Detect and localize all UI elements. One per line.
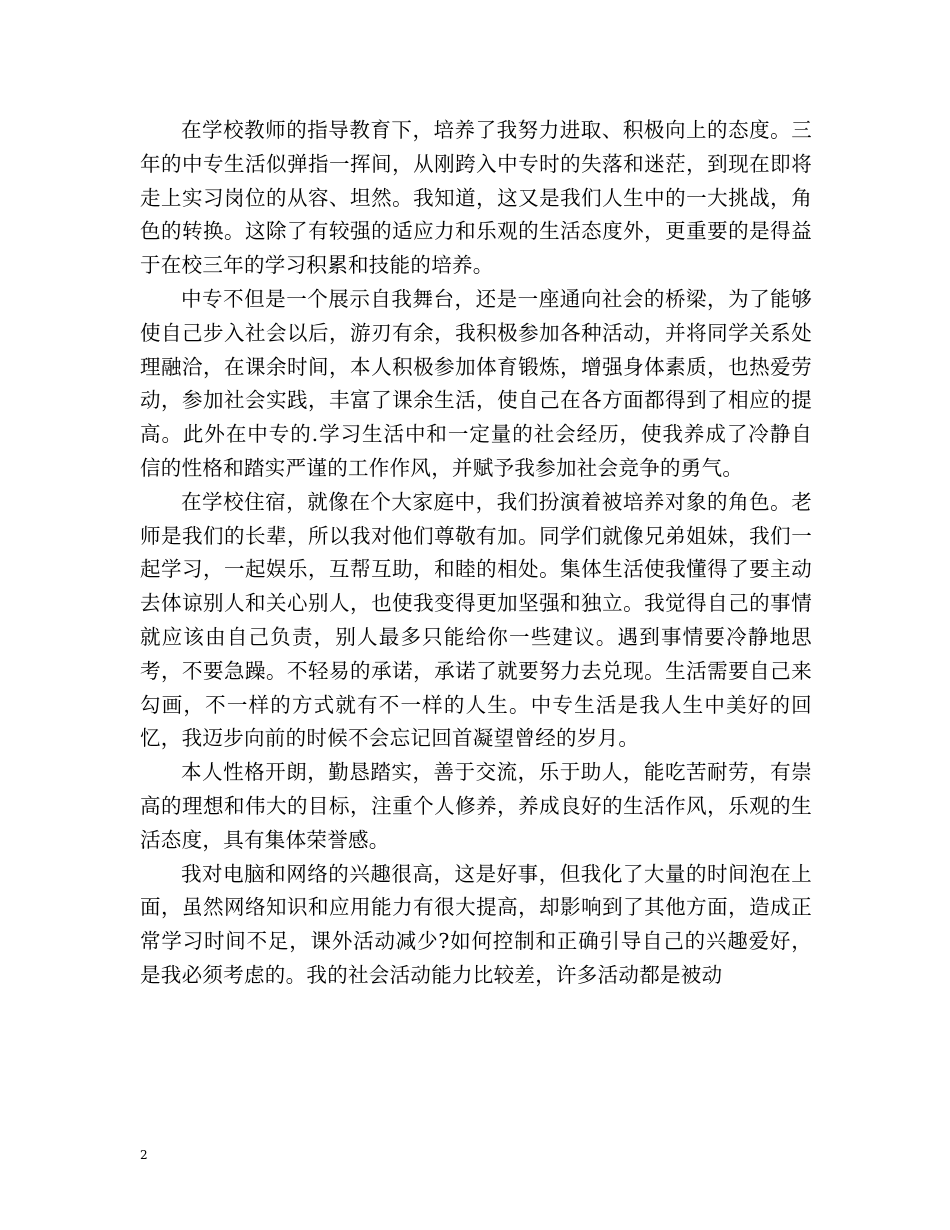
paragraph-dormitory-life: 在学校住宿，就像在个大家庭中，我们扮演着被培养对象的角色。老师是我们的长辈，所以我对他们尊敬有加。同学们就像兄弟姐妹，我们一起学习，一起娱乐，互帮互助，和睦的相处。集体生活使我懂得了要主动去体谅别人和关心别人，也使我变得更加坚强和独立。我觉得自己的事情就应该由自己负责，别人最多只能给你一些建议。遇到事情要冷静地思考，不要急躁。不轻易的承诺，承诺了就要努力去兑现。生活需要自己来勾画，不一样的方式就有不一样的人生。中专生活是我人生中美好的回忆，我迈步向前的时候不会忘记回首凝望曾经的岁月。 <box>140 489 812 751</box>
document-body <box>140 114 812 993</box>
paragraph-personality: 本人性格开朗，勤恳踏实，善于交流，乐于助人，能吃苦耐劳，有崇高的理想和伟大的目标，注重个人修养，养成良好的生活作风，乐观的生活态度，具有集体荣誉感。 <box>140 760 812 852</box>
page-number: 2 <box>140 1148 148 1162</box>
paragraph-school-stage: 中专不但是一个展示自我舞台，还是一座通向社会的桥梁，为了能够使自己步入社会以后，游刃有余，我积极参加各种活动，并将同学关系处理融洽，在课余时间，本人积极参加体育锻炼，增强身体素质，也热爱劳动，参加社会实践，丰富了课余生活，使自己在各方面都得到了相应的提高。此外在中专的.学习生活中和一定量的社会经历，使我养成了冷静自信的性格和踏实严谨的工作作风，并赋予我参加社会竞争的勇气。 <box>140 286 812 480</box>
paragraph-teacher-guidance: 在学校教师的指导教育下，培养了我努力进取、积极向上的态度。三年的中专生活似弹指一挥间，从刚跨入中专时的失落和迷茫，到现在即将走上实习岗位的从容、坦然。我知道，这又是我们人生中的一大挑战，角色的转换。这除了有较强的适应力和乐观的生活态度外，更重要的是得益于在校三年的学习积累和技能的培养。 <box>140 118 812 278</box>
paragraph-computer-interest: 我对电脑和网络的兴趣很高，这是好事，但我化了大量的时间泡在上面，虽然网络知识和应用能力有很大提高，却影响到了其他方面，造成正常学习时间不足，课外活动减少?如何控制和正确引导自己的兴趣爱好，是我必须考虑的。我的社会活动能力比较差，许多活动都是被动 <box>140 861 812 987</box>
